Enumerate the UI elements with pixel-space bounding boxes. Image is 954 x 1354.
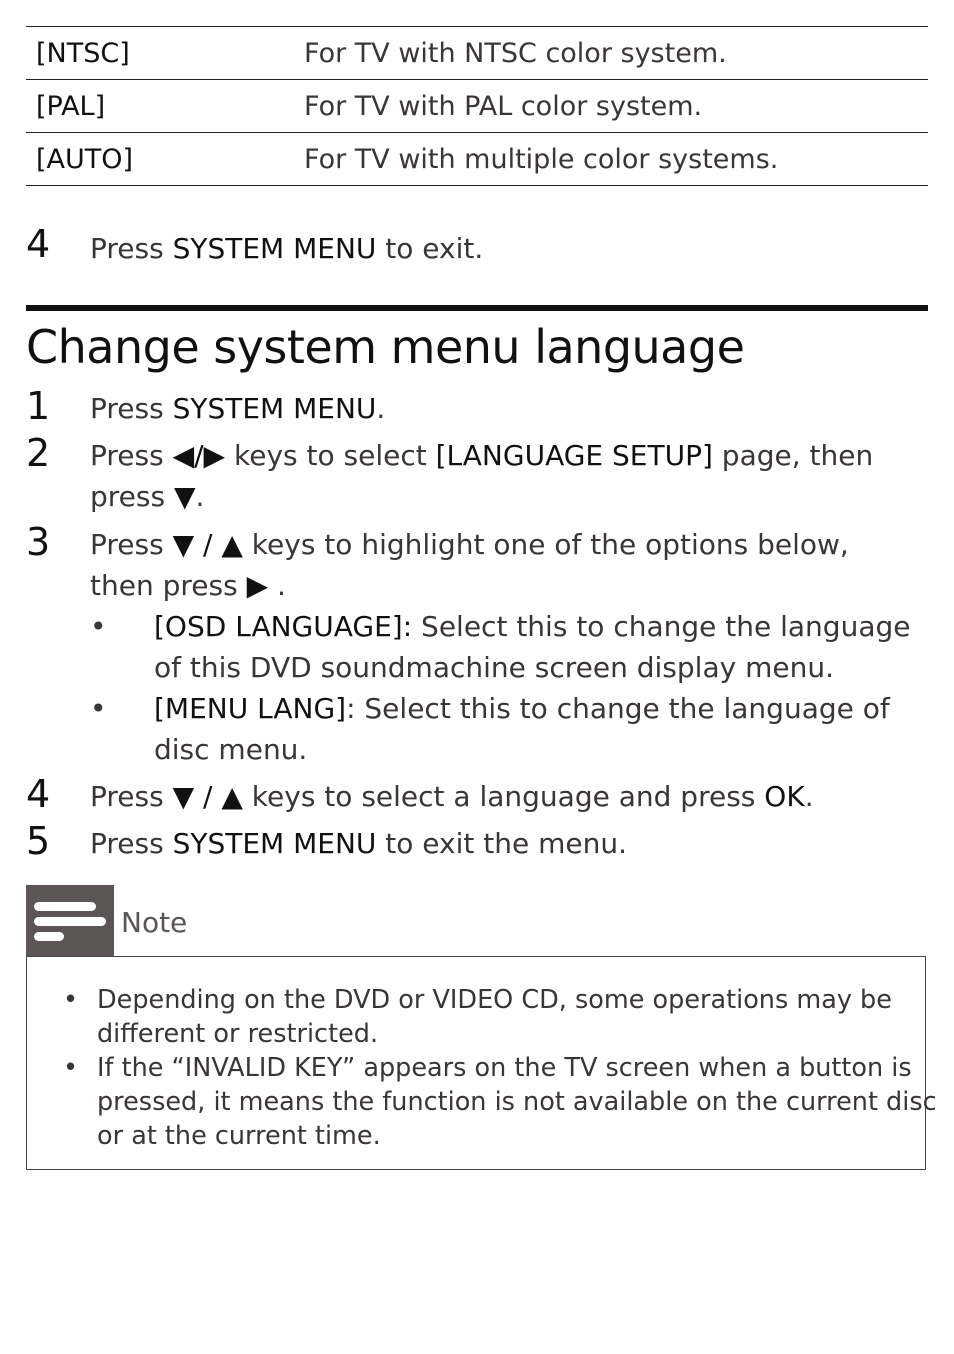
bullet-icon: • xyxy=(63,1053,79,1083)
bullet-description: : Select this to change the language of disc menu. xyxy=(154,692,890,766)
right-arrow-icon: ▶ xyxy=(246,569,269,602)
bullet-description: Select this to change the language of this DVD soundmachine screen display menu. xyxy=(154,610,911,684)
step-number: 4 xyxy=(26,222,51,266)
ok-key: OK xyxy=(764,780,805,813)
step-text-part: page, then press xyxy=(90,439,874,513)
step-number: 4 xyxy=(26,772,51,816)
osd-language-option: [OSD LANGUAGE]: xyxy=(154,610,413,643)
step-text xyxy=(90,823,920,864)
down-arrow-icon: ▼ xyxy=(173,480,196,513)
step-text xyxy=(90,228,920,269)
table-row xyxy=(26,27,928,80)
table-row xyxy=(26,80,928,133)
bullet-text xyxy=(154,606,924,688)
step-text xyxy=(90,524,920,606)
step-text-part: to exit. xyxy=(376,232,484,265)
step-text-part: . xyxy=(376,392,386,425)
language-setup-option: [LANGUAGE SETUP] xyxy=(435,439,713,472)
step-text-part: Press xyxy=(90,780,173,813)
section-divider xyxy=(26,305,928,311)
step-text-part: keys to select a language and press xyxy=(242,780,765,813)
bullet-icon: • xyxy=(63,985,79,1015)
step-number: 2 xyxy=(26,431,51,475)
bullet-text xyxy=(154,688,924,770)
color-system-options-table xyxy=(26,26,928,186)
step-number: 5 xyxy=(26,819,51,863)
step-number: 3 xyxy=(26,520,51,564)
step-text-part: . xyxy=(268,569,286,602)
system-menu-key: SYSTEM MENU xyxy=(172,392,377,425)
step-text-part: Press xyxy=(90,528,173,561)
option-key: [PAL] xyxy=(26,80,294,133)
step-text-part: Press xyxy=(90,392,173,425)
step-text-part: Press xyxy=(90,827,173,860)
system-menu-key: SYSTEM MENU xyxy=(172,232,377,265)
option-key: [AUTO] xyxy=(26,133,294,186)
up-down-arrow-keys-icon: ▼ / ▲ xyxy=(172,528,243,561)
step-text-part: keys to select xyxy=(225,439,436,472)
step-text xyxy=(90,776,920,817)
system-menu-key: SYSTEM MENU xyxy=(172,827,377,860)
note-icon xyxy=(26,885,114,957)
step-text xyxy=(90,435,920,517)
up-down-arrow-keys-icon: ▼ / ▲ xyxy=(172,780,243,813)
left-right-arrow-keys-icon: ◀/▶ xyxy=(172,439,226,472)
option-key: [NTSC] xyxy=(26,27,294,80)
step-text xyxy=(90,388,920,429)
step-text-part: keys to highlight one of the options below, then press xyxy=(90,528,849,602)
step-text-part: . xyxy=(804,780,814,813)
note-text: If the “INVALID KEY” appears on the TV screen when a button is pressed, it means the function is not available on the current disc or at the current time. xyxy=(97,1053,937,1151)
option-description: For TV with multiple color systems. xyxy=(294,133,928,186)
menu-lang-option: [MENU LANG] xyxy=(154,692,347,725)
step-text-part: to exit the menu. xyxy=(376,827,628,860)
step-number: 1 xyxy=(26,384,51,428)
step-text-part: . xyxy=(195,480,205,513)
bullet-icon: • xyxy=(90,692,107,725)
note-text: Depending on the DVD or VIDEO CD, some operations may be different or restricted. xyxy=(97,985,892,1049)
note-label: Note xyxy=(121,906,188,939)
table-row xyxy=(26,133,928,186)
note-box xyxy=(26,956,937,1170)
section-title: Change system menu language xyxy=(26,320,745,374)
option-description: For TV with NTSC color system. xyxy=(294,27,928,80)
step-text-part: Press xyxy=(90,439,173,472)
step-text-part: Press xyxy=(90,232,173,265)
bullet-icon: • xyxy=(90,610,107,643)
option-description: For TV with PAL color system. xyxy=(294,80,928,133)
